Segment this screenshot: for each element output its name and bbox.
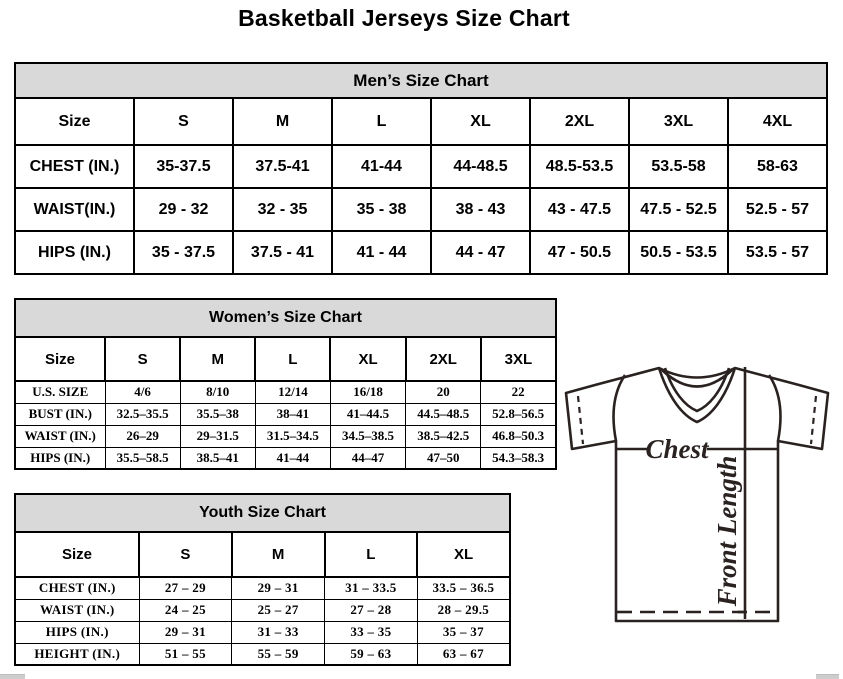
size-value-cell: 41–44.5 xyxy=(330,403,405,425)
size-value-cell: 35-37.5 xyxy=(134,145,233,188)
page-title: Basketball Jerseys Size Chart xyxy=(238,5,570,31)
size-value-cell: 50.5 - 53.5 xyxy=(629,231,728,274)
size-value-cell: 38 - 43 xyxy=(431,188,530,231)
size-value-cell: 12/14 xyxy=(255,381,330,403)
size-value-cell: 38.5–42.5 xyxy=(406,425,481,447)
size-value-cell: 43 - 47.5 xyxy=(530,188,629,231)
size-value-cell: 27 – 28 xyxy=(325,599,418,621)
header-row xyxy=(15,337,556,381)
size-value-cell: 52.5 - 57 xyxy=(728,188,827,231)
row-label: WAIST (IN.) xyxy=(15,599,139,621)
column-header: XL xyxy=(417,532,510,577)
column-header: S xyxy=(134,98,233,145)
size-value-cell: 35 - 38 xyxy=(332,188,431,231)
size-value-cell: 31.5–34.5 xyxy=(255,425,330,447)
size-value-cell: 37.5-41 xyxy=(233,145,332,188)
row-label: BUST (IN.) xyxy=(15,403,105,425)
table-row xyxy=(15,231,827,274)
column-header: 4XL xyxy=(728,98,827,145)
size-value-cell: 20 xyxy=(406,381,481,403)
size-value-cell: 29 – 31 xyxy=(232,577,325,599)
column-header: Size xyxy=(15,337,105,381)
row-label: HIPS (IN.) xyxy=(15,447,105,469)
size-value-cell: 22 xyxy=(481,381,556,403)
table-row xyxy=(15,577,510,599)
column-header: 2XL xyxy=(530,98,629,145)
size-value-cell: 31 – 33 xyxy=(232,621,325,643)
column-header: L xyxy=(325,532,418,577)
table-row xyxy=(15,188,827,231)
size-value-cell: 55 – 59 xyxy=(232,643,325,665)
size-value-cell: 35.5–58.5 xyxy=(105,447,180,469)
size-value-cell: 35.5–38 xyxy=(180,403,255,425)
size-value-cell: 29 – 31 xyxy=(139,621,232,643)
size-value-cell: 26–29 xyxy=(105,425,180,447)
size-value-cell: 41-44 xyxy=(332,145,431,188)
size-value-cell: 58-63 xyxy=(728,145,827,188)
size-value-cell: 44–47 xyxy=(330,447,405,469)
size-value-cell: 51 – 55 xyxy=(139,643,232,665)
row-label: HIPS (IN.) xyxy=(15,231,134,274)
column-header: S xyxy=(139,532,232,577)
size-value-cell: 44.5–48.5 xyxy=(406,403,481,425)
size-value-cell: 32 - 35 xyxy=(233,188,332,231)
table-row xyxy=(15,145,827,188)
size-value-cell: 44-48.5 xyxy=(431,145,530,188)
size-value-cell: 44 - 47 xyxy=(431,231,530,274)
row-label: CHEST (IN.) xyxy=(15,577,139,599)
size-value-cell: 59 – 63 xyxy=(325,643,418,665)
column-header: XL xyxy=(330,337,405,381)
size-value-cell: 38–41 xyxy=(255,403,330,425)
size-value-cell: 63 – 67 xyxy=(417,643,510,665)
mens-table-grid xyxy=(14,97,828,275)
size-value-cell: 54.3–58.3 xyxy=(481,447,556,469)
row-label: U.S. SIZE xyxy=(15,381,105,403)
horizontal-scrollbar-fragment-left[interactable] xyxy=(0,674,25,679)
column-header: M xyxy=(233,98,332,145)
left-armhole-seam xyxy=(613,375,625,441)
row-label: WAIST (IN.) xyxy=(15,425,105,447)
size-value-cell: 28 – 29.5 xyxy=(417,599,510,621)
column-header: XL xyxy=(431,98,530,145)
size-value-cell: 52.8–56.5 xyxy=(481,403,556,425)
header-row xyxy=(15,98,827,145)
womens-table-grid xyxy=(14,336,557,470)
column-header: L xyxy=(255,337,330,381)
size-value-cell: 47.5 - 52.5 xyxy=(629,188,728,231)
horizontal-scrollbar-fragment-right[interactable] xyxy=(816,674,839,679)
size-value-cell: 47 - 50.5 xyxy=(530,231,629,274)
row-label: HEIGHT (IN.) xyxy=(15,643,139,665)
table-row xyxy=(15,621,510,643)
column-header: 3XL xyxy=(629,98,728,145)
size-value-cell: 53.5 - 57 xyxy=(728,231,827,274)
size-value-cell: 29 - 32 xyxy=(134,188,233,231)
table-row xyxy=(15,643,510,665)
mens-table-title: Men’s Size Chart xyxy=(14,62,828,99)
size-value-cell: 31 – 33.5 xyxy=(325,577,418,599)
row-label: HIPS (IN.) xyxy=(15,621,139,643)
size-value-cell: 29–31.5 xyxy=(180,425,255,447)
column-header: Size xyxy=(15,98,134,145)
column-header: Size xyxy=(15,532,139,577)
size-value-cell: 24 – 25 xyxy=(139,599,232,621)
size-value-cell: 37.5 - 41 xyxy=(233,231,332,274)
column-header: M xyxy=(232,532,325,577)
table-row xyxy=(15,425,556,447)
row-label: WAIST(IN.) xyxy=(15,188,134,231)
header-row xyxy=(15,532,510,577)
column-header: 2XL xyxy=(406,337,481,381)
size-value-cell: 38.5–41 xyxy=(180,447,255,469)
size-value-cell: 34.5–38.5 xyxy=(330,425,405,447)
table-row xyxy=(15,599,510,621)
left-cuff-stitch xyxy=(578,396,583,444)
column-header: M xyxy=(180,337,255,381)
size-value-cell: 41 - 44 xyxy=(332,231,431,274)
table-row xyxy=(15,381,556,403)
column-header: 3XL xyxy=(481,337,556,381)
size-value-cell: 53.5-58 xyxy=(629,145,728,188)
size-value-cell: 27 – 29 xyxy=(139,577,232,599)
column-header: L xyxy=(332,98,431,145)
size-value-cell: 48.5-53.5 xyxy=(530,145,629,188)
size-value-cell: 8/10 xyxy=(180,381,255,403)
table-row xyxy=(15,447,556,469)
size-value-cell: 35 – 37 xyxy=(417,621,510,643)
size-value-cell: 33.5 – 36.5 xyxy=(417,577,510,599)
size-value-cell: 41–44 xyxy=(255,447,330,469)
row-label: CHEST (IN.) xyxy=(15,145,134,188)
youth-size-chart-table xyxy=(14,493,511,666)
womens-size-chart-table xyxy=(14,298,557,470)
column-header: S xyxy=(105,337,180,381)
womens-table-title: Women’s Size Chart xyxy=(14,298,557,338)
size-value-cell: 33 – 35 xyxy=(325,621,418,643)
size-value-cell: 32.5–35.5 xyxy=(105,403,180,425)
youth-table-grid xyxy=(14,531,511,666)
size-value-cell: 16/18 xyxy=(330,381,405,403)
size-value-cell: 25 – 27 xyxy=(232,599,325,621)
front-length-label: Front Length xyxy=(712,455,742,607)
mens-size-chart-table xyxy=(14,62,828,275)
jersey-outline xyxy=(566,368,828,621)
table-row xyxy=(15,403,556,425)
jersey-measurement-diagram xyxy=(553,353,843,649)
youth-table-title: Youth Size Chart xyxy=(14,493,511,533)
size-value-cell: 35 - 37.5 xyxy=(134,231,233,274)
size-value-cell: 4/6 xyxy=(105,381,180,403)
right-cuff-stitch xyxy=(811,396,816,444)
size-value-cell: 46.8–50.3 xyxy=(481,425,556,447)
chest-label: Chest xyxy=(645,434,709,464)
right-armhole-seam xyxy=(769,375,781,441)
size-value-cell: 47–50 xyxy=(406,447,481,469)
